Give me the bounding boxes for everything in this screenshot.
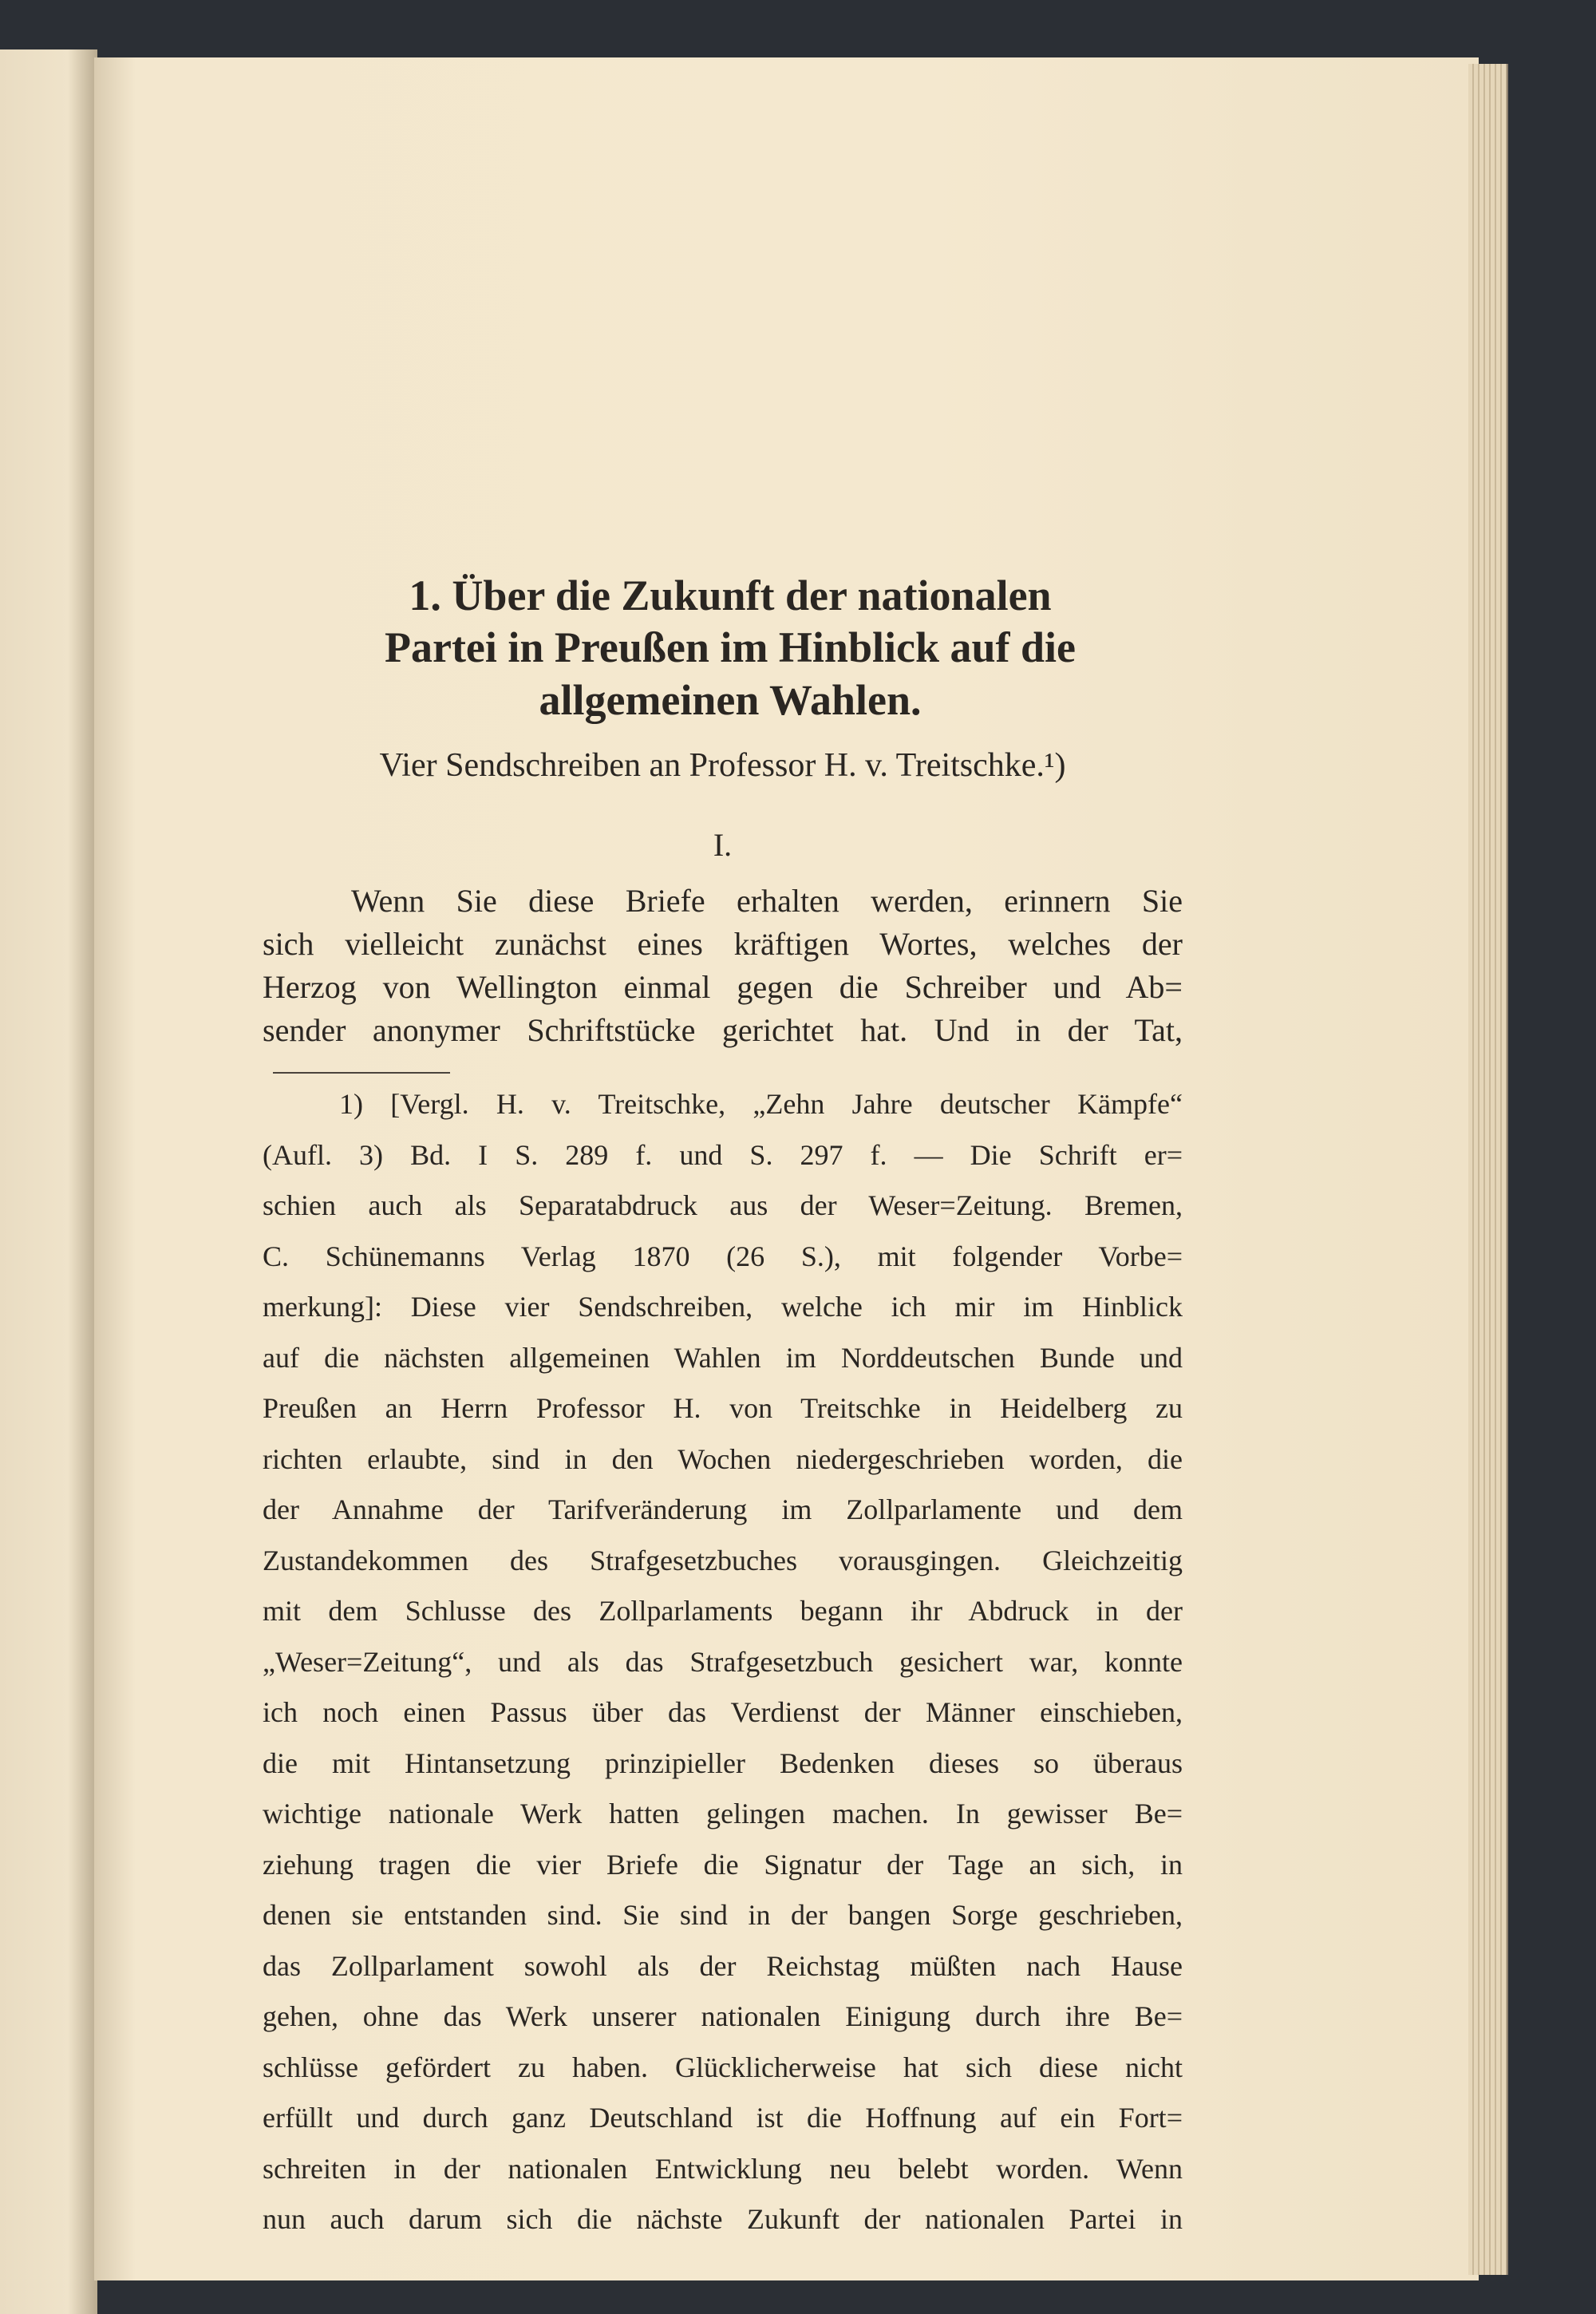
footnote-line: richten erlaubte, sind in den Wochen niedergeschrieben worden, die [263,1442,1183,1475]
footnote-line: ich noch einen Passus über das Verdienst der Männer einschieben, [263,1696,1183,1728]
subtitle: Vier Sendschreiben an Professor H. v. Treitschke.¹) [379,747,1066,784]
footnote-line: die mit Hintansetzung prinzipieller Bedenken dieses so überaus [263,1746,1183,1779]
body-text-line: sich vielleicht zunächst eines kräftigen Wortes, welches der [263,926,1183,962]
footnote-line: „Weser=Zeitung“, und als das Strafgesetzbuch gesichert war, konnte [263,1645,1183,1678]
footnote-line: wichtige nationale Werk hatten gelingen machen. In gewisser Be= [263,1798,1183,1829]
footnote-line: Zustandekommen des Strafgesetzbuches vorausgingen. Gleichzeitig [263,1544,1183,1576]
body-text-line: Wenn Sie diese Briefe erhalten werden, erinnern Sie [351,883,1183,919]
footnote-line: auf die nächsten allgemeinen Wahlen im Norddeutschen Bunde und [263,1341,1183,1374]
footnote-line: denen sie entstanden sind. Sie sind in der bangen Sorge geschrieben, [263,1899,1183,1931]
footnote-line: erfüllt und durch ganz Deutschland ist die Hoffnung auf ein Fort= [263,2102,1183,2134]
page-edges [1468,64,1508,2275]
footnote-line: nun auch darum sich die nächste Zukunft der nationalen Partei in [263,2203,1183,2235]
section-numeral: I. [713,827,733,863]
footnote-line: das Zollparlament sowohl als der Reichstag müßten nach Hause [263,1949,1183,1982]
chapter-title-line: allgemeinen Wahlen. [539,676,922,724]
footnote-line: merkung]: Diese vier Sendschreiben, welche ich mir im Hinblick [263,1291,1183,1323]
footnote-line: mit dem Schlusse des Zollparlaments begann ihr Abdruck in der [263,1595,1183,1627]
footnote-line: C. Schünemanns Verlag 1870 (26 S.), mit folgender Vorbe= [263,1240,1183,1272]
chapter-title-line: 1. Über die Zukunft der nationalen [409,572,1052,619]
footnote-line: ziehung tragen die vier Briefe die Signatur der Tage an sich, in [263,1848,1183,1881]
footnote-line: (Aufl. 3) Bd. I S. 289 f. und S. 297 f. — Die Schrift er= [263,1138,1183,1171]
footnote-rule [273,1072,450,1074]
body-text-line: Herzog von Wellington einmal gegen die Schreiber und Ab= [263,969,1183,1005]
footnote-line: 1) [Vergl. H. v. Treitschke, „Zehn Jahre deutscher Kämpfe“ [339,1088,1183,1120]
left-page-edge [0,49,97,2314]
footnote-line: schlüsse gefördert zu haben. Glücklicherweise hat sich diese nicht [263,2051,1183,2083]
footnote-line: schien auch als Separatabdruck aus der Weser=Zeitung. Bremen, [263,1189,1183,1221]
body-text-line: sender anonymer Schriftstücke gerichtet hat. Und in der Tat, [263,1012,1183,1048]
footnote-line: Preußen an Herrn Professor H. von Treitschke in Heidelberg zu [263,1392,1183,1424]
footnote-line: gehen, ohne das Werk unserer nationalen Einigung durch ihre Be= [263,2000,1183,2032]
footnote-line: der Annahme der Tarifveränderung im Zollparlamente und dem [263,1493,1183,1525]
chapter-title-line: Partei in Preußen im Hinblick auf die [384,623,1077,671]
footnote-line: schreiten in der nationalen Entwicklung neu belebt worden. Wenn [263,2152,1183,2185]
